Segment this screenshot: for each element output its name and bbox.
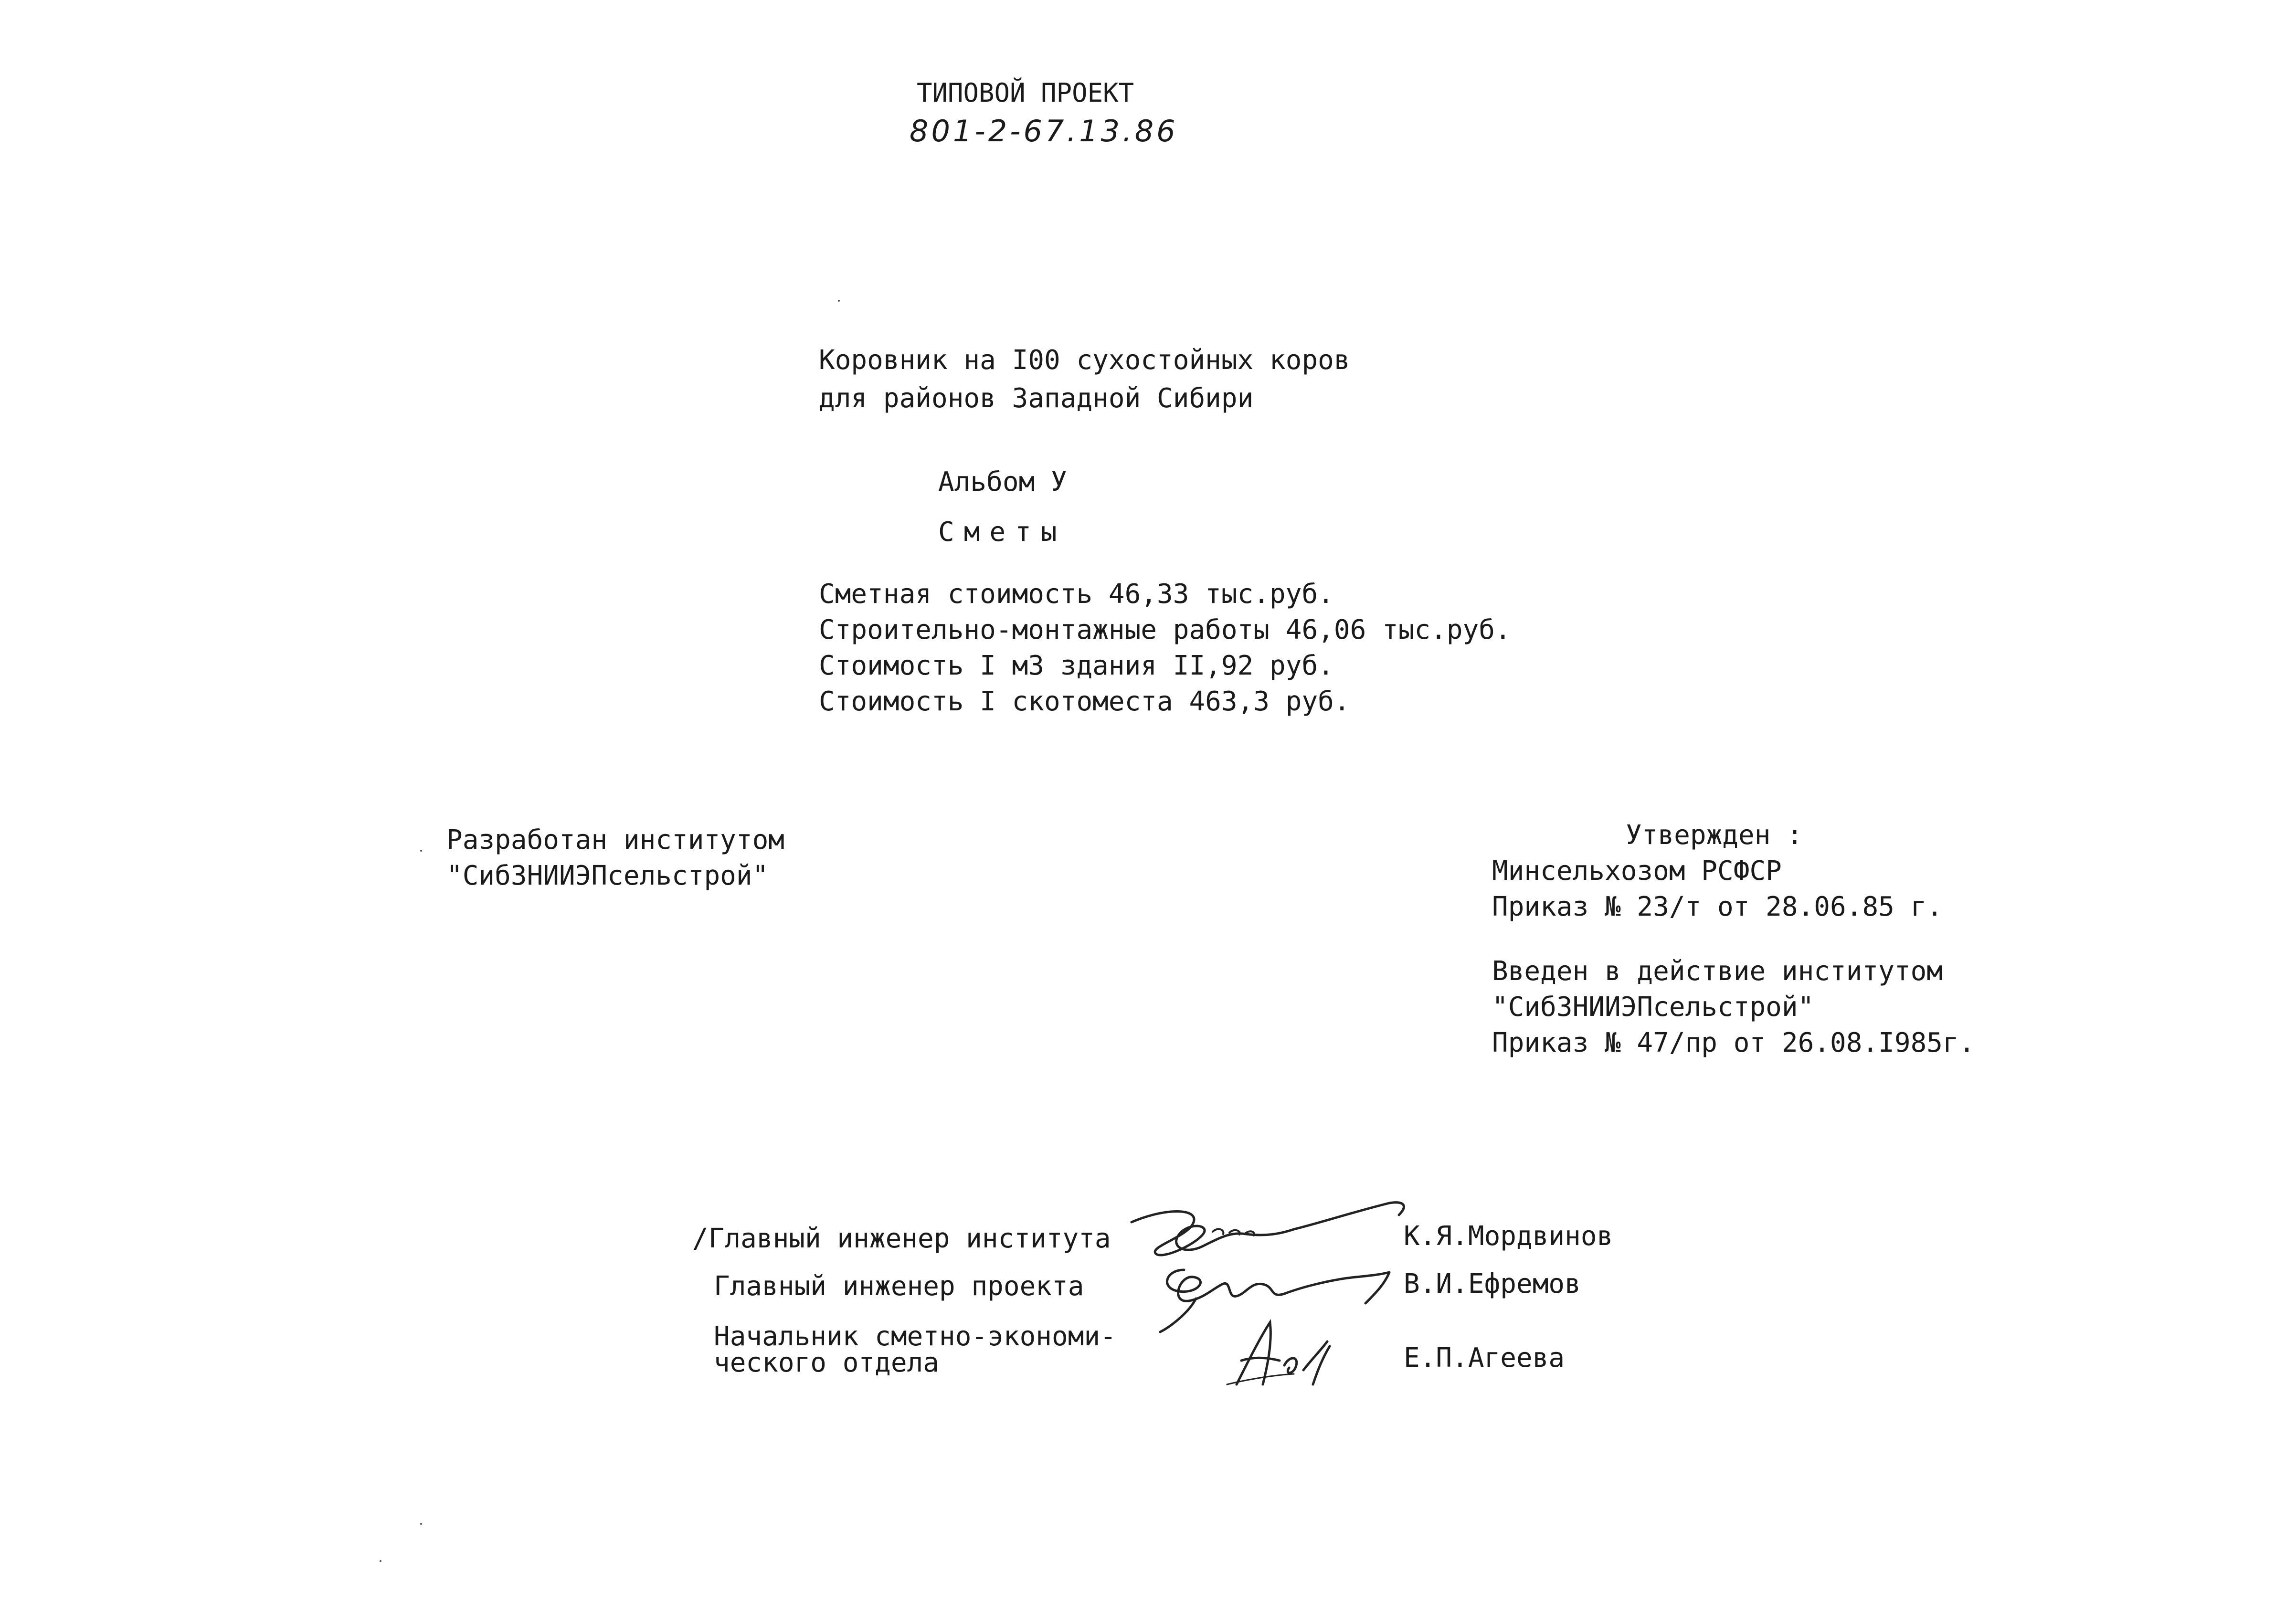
scan-speck (420, 850, 422, 852)
signatory-role-1: /Главный инженер института (692, 1223, 1111, 1254)
scan-speck (838, 300, 840, 302)
signatory-name-1: К.Я.Мордвинов (1404, 1221, 1613, 1252)
cost-construction: Строительно-монтажные работы 46,06 тыс.руб. (819, 614, 1511, 645)
enacted-line-3: Приказ № 47/пр от 26.08.I985г. (1492, 1027, 1975, 1058)
project-type: ТИПОВОЙ ПРОЕКТ (917, 78, 1134, 108)
signatory-name-3: Е.П.Агеева (1404, 1342, 1565, 1373)
approval-ministry: Минсельхозом РСФСР (1492, 855, 1782, 887)
album-label: Альбом У (938, 466, 1067, 497)
developer-line-1: Разработан институтом (446, 824, 785, 855)
project-number: 801-2-67.13.86 (910, 114, 1178, 148)
cost-per-m3: Стоимость I м3 здания II,92 руб. (819, 650, 1334, 681)
enacted-line-2: "СибЗНИИЭПсельстрой" (1492, 992, 1814, 1023)
title-line-1: Коровник на I00 сухостойных коров (819, 345, 1350, 376)
album-subject: Сметы (938, 517, 1067, 548)
scan-speck (380, 1560, 381, 1562)
approval-order: Приказ № 23/т от 28.06.85 г. (1492, 891, 1943, 922)
cost-per-place: Стоимость I скотоместа 463,3 руб. (819, 686, 1350, 717)
signatory-role-2: Главный инженер проекта (714, 1271, 1084, 1302)
developer-line-2: "СибЗНИИЭПсельстрой" (446, 860, 769, 891)
signatory-role-3-line-2: ческого отдела (714, 1347, 940, 1378)
signature-ageeva (1217, 1313, 1342, 1394)
signatory-role-3-line-1: Начальник сметно-экономи- (714, 1321, 1116, 1352)
signatory-name-2: В.И.Ефремов (1404, 1268, 1581, 1299)
scan-speck (420, 1523, 422, 1525)
title-line-2: для районов Западной Сибири (819, 383, 1254, 414)
approval-heading: Утвержден : (1626, 820, 1803, 851)
cost-estimated: Сметная стоимость 46,33 тыс.руб. (819, 579, 1334, 610)
enacted-line-1: Введен в действие институтом (1492, 956, 1943, 987)
